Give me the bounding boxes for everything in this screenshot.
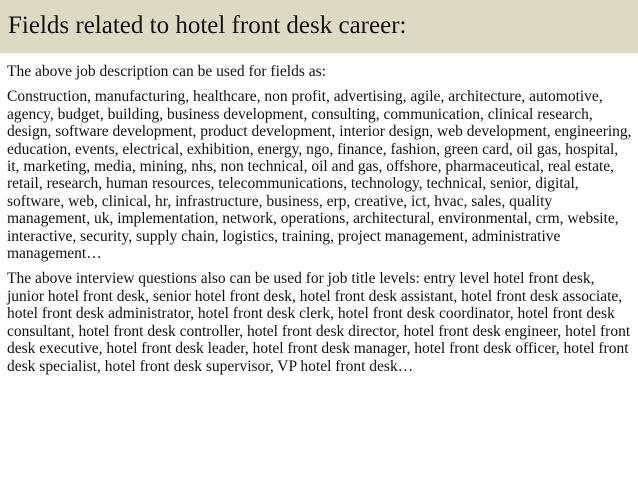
slide-body [7, 63, 633, 383]
slide-title: Fields related to hotel front desk career: [8, 12, 407, 39]
intro-text: The above job description can be used for fields as: [7, 63, 326, 80]
title-bar [0, 0, 638, 53]
fields-paragraph: Construction, manufacturing, healthcare, non profit, advertising, agile, architecture, automotive, agency, budget, building, business development, consulting, communication, clinical research, design, software development, product development, interior design, web development, engineering, education, events, electrical, exhibition, energy, ngo, finance, fashion, green card, oil gas, hospital, it, marketing, media, mining, nhs, non technical, oil and gas, offshore, pharmaceutical, real estate, retail, research, human resources, telecommunications, technology, technical, senior, digital, software, web, clinical, hr, infrastructure, business, erp, creative, ict, hvac, sales, quality management, uk, implementation, network, operations, architectural, environmental, crm, website, interactive, security, supply chain, logistics, training, project management, administrative management… [7, 88, 632, 263]
job-levels-paragraph: The above interview questions also can be used for job title levels: entry level hotel front desk, junior hotel front desk, senior hotel front desk, hotel front desk assistant, hotel front desk associate, hotel front desk administrator, hotel front desk clerk, hotel front desk coordinator, hotel front desk consultant, hotel front desk controller, hotel front desk director, hotel front desk engineer, hotel front desk executive, hotel front desk leader, hotel front desk manager, hotel front desk officer, hotel front desk specialist, hotel front desk supervisor, VP hotel front desk… [7, 270, 631, 375]
